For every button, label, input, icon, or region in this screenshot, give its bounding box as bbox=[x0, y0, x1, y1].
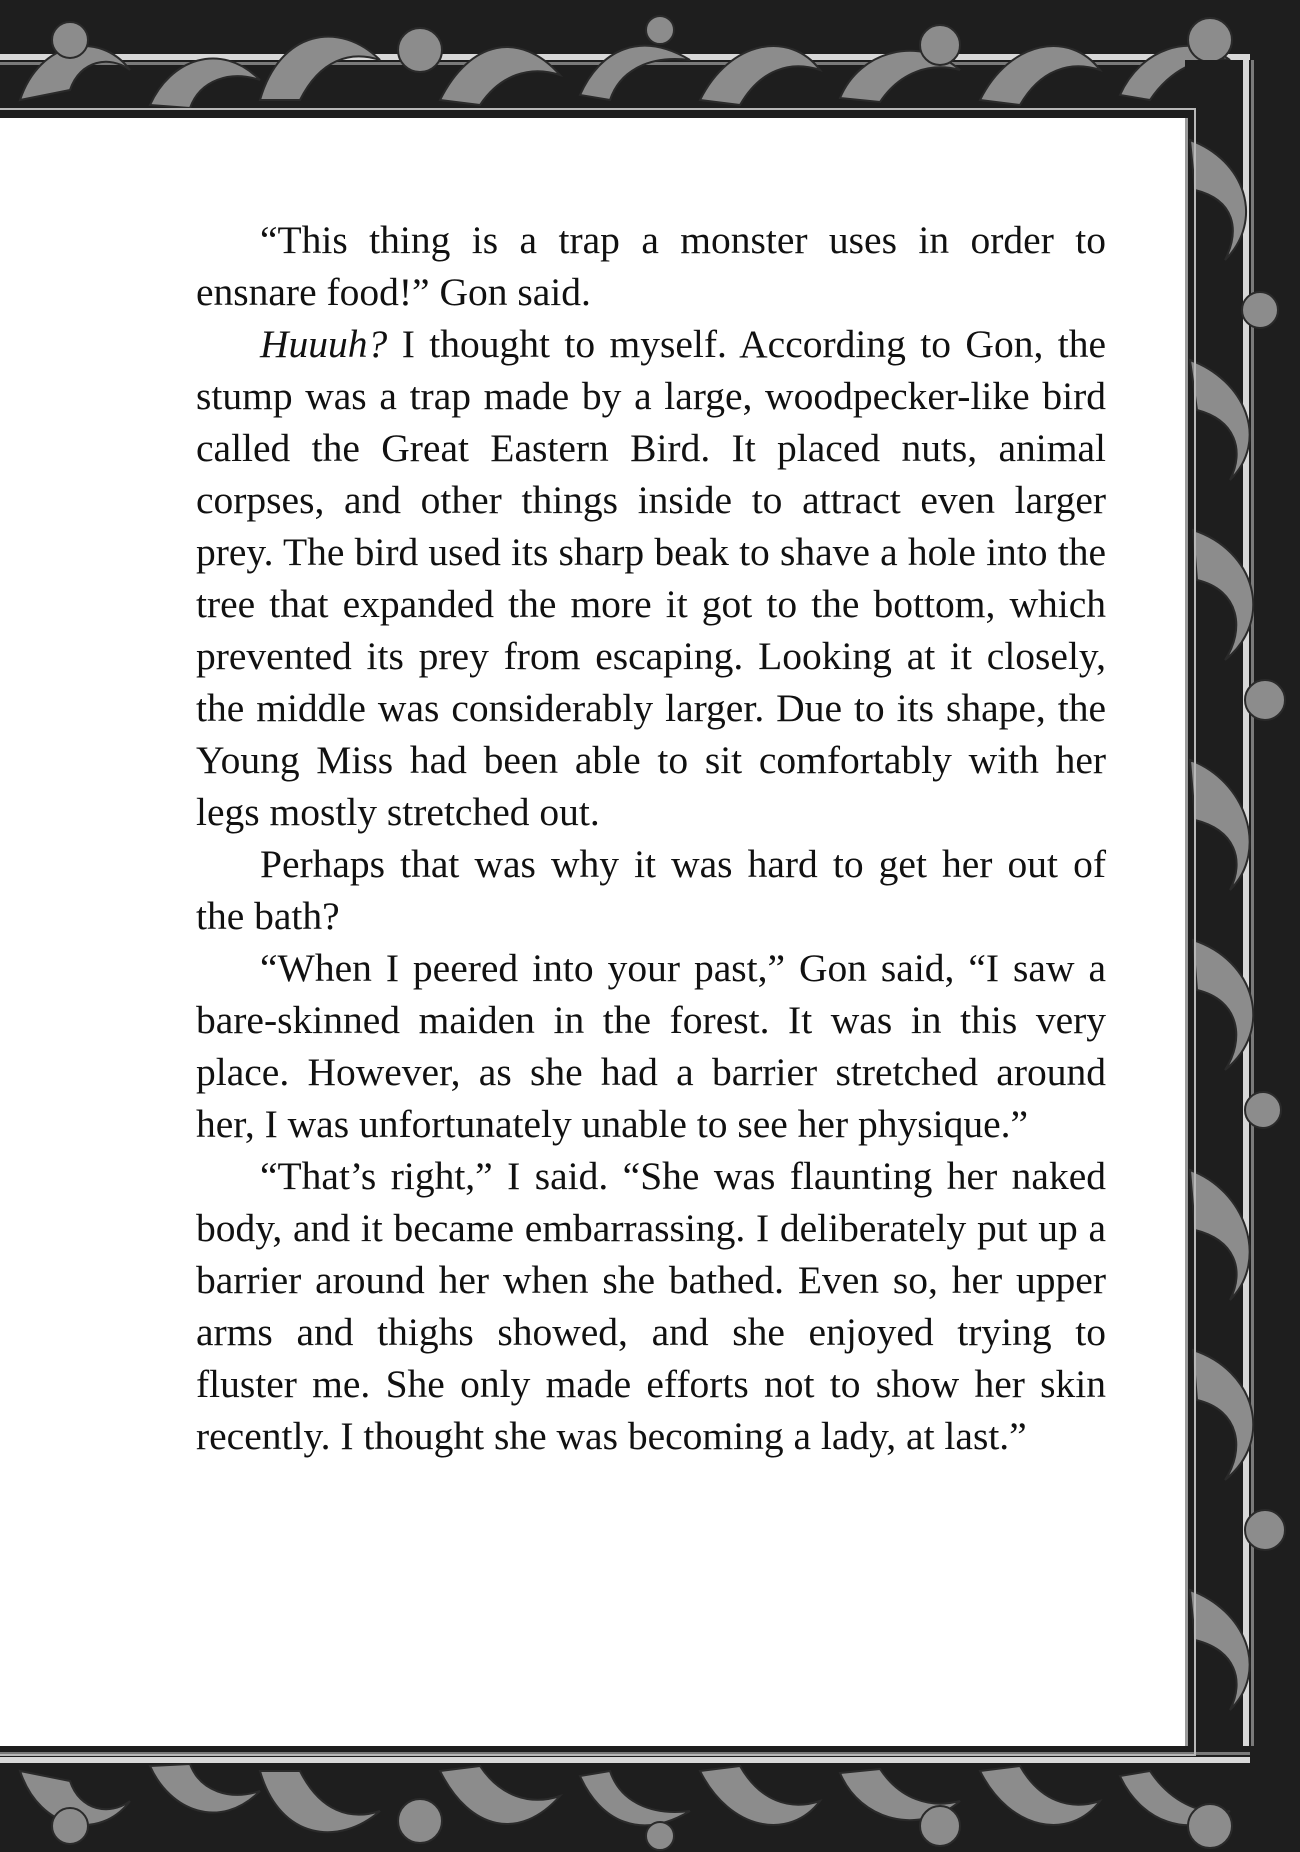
paragraph-2 bbox=[196, 318, 1106, 838]
paragraph-5-text: “That’s right,” I said. “She was flaunting her naked body, and it became embarrassing. I deliberately put up a barrier around her when she bathed. Even so, her upper arms and thighs showed, and she enjoyed trying to fluster me. She only made efforts not to show her skin recently. I thought she was becoming a lady, at last.” bbox=[196, 1154, 1106, 1458]
paragraph-5 bbox=[196, 1150, 1106, 1462]
right-ornament-border-icon bbox=[1185, 60, 1300, 1760]
paragraph-1-text: “This thing is a trap a monster uses in order to ensnare food!” Gon said. bbox=[196, 218, 1106, 314]
paragraph-3 bbox=[196, 838, 1106, 942]
paragraph-3-text: Perhaps that was why it was hard to get her out of the bath? bbox=[196, 842, 1106, 938]
paragraph-4 bbox=[196, 942, 1106, 1150]
paragraph-2-italic-lead: Huuuh? bbox=[260, 322, 388, 366]
paragraph-4-text: “When I peered into your past,” Gon said, “I saw a bare-skinned maiden in the forest. It was in this very place. However, as she had a barrier stretched around her, I was unfortunately unable to see her physique.” bbox=[196, 946, 1106, 1146]
bottom-ornament-border-icon bbox=[0, 1746, 1300, 1852]
body-text bbox=[196, 214, 1106, 1462]
paragraph-2-text: I thought to myself. According to Gon, the stump was a trap made by a large, woodpecker-like bird called the Great Eastern Bird. It placed nuts, animal corpses, and other things inside to attract even larger prey. The bird used its sharp beak to shave a hole into the tree that expanded the more it got to the bottom, which prevented its prey from escaping. Looking at it closely, the middle was considerably larger. Due to its shape, the Young Miss had been able to sit comfortably with her legs mostly stretched out. bbox=[196, 322, 1106, 834]
paragraph-1 bbox=[196, 214, 1106, 318]
top-ornament-border-icon bbox=[0, 0, 1300, 118]
